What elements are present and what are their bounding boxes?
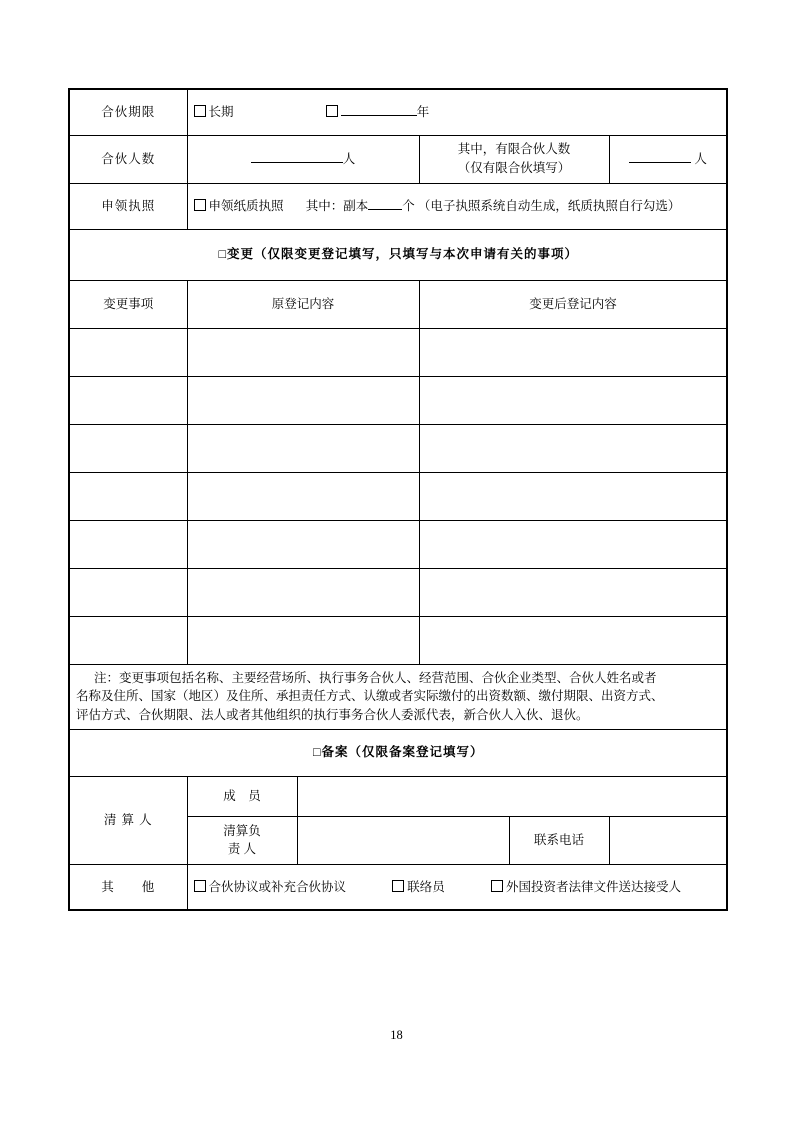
- change-header-after: 变更后登记内容: [419, 280, 727, 328]
- change-section-title: □变更（仅限变更登记填写，只填写与本次申请有关的事项）: [69, 229, 727, 280]
- license-application-label: 申领执照: [69, 183, 187, 229]
- change-section-note: [69, 664, 727, 729]
- change-note-line-2: 名称及住所、国家（地区）及住所、承担责任方式、认缴或者实际缴付的出资数额、缴付期限、出资方式、: [76, 689, 664, 704]
- other-label: 其 他: [69, 864, 187, 910]
- option-long-term-label: 长期: [208, 105, 234, 120]
- term-years-input[interactable]: [341, 102, 417, 116]
- checkbox-partnership-agreement[interactable]: [194, 880, 206, 892]
- other-option-label-3: 外国投资者法律文件送达接受人: [506, 879, 682, 894]
- other-options-cell: [187, 864, 727, 910]
- contact-phone-label: 联系电话: [509, 816, 609, 864]
- page-number: 18: [390, 1028, 403, 1042]
- table-row-change-headers: [69, 280, 727, 328]
- change-entry-before-cell[interactable]: [187, 328, 419, 376]
- table-row-change-entry: [69, 376, 727, 424]
- change-entry-item-cell[interactable]: [69, 424, 187, 472]
- checkbox-foreign-investor-document-recipient[interactable]: [491, 880, 503, 892]
- table-row-record-section-title: [69, 729, 727, 776]
- table-row-change-section-title: [69, 229, 727, 280]
- liquidator-label: 清 算 人: [69, 776, 187, 864]
- checkbox-liaison[interactable]: [392, 880, 404, 892]
- table-row-change-entry: [69, 520, 727, 568]
- change-entry-item-cell[interactable]: [69, 376, 187, 424]
- liquidator-responsible-label: [187, 816, 297, 864]
- record-section-title: □备案（仅限备案登记填写）: [69, 729, 727, 776]
- form-container: [68, 88, 726, 911]
- table-row-other: [69, 864, 727, 910]
- table-row-partner-count: [69, 135, 727, 183]
- change-entry-after-cell[interactable]: [419, 568, 727, 616]
- checkbox-term-years[interactable]: [326, 105, 338, 117]
- change-entry-after-cell[interactable]: [419, 472, 727, 520]
- change-note-line-3: 评估方式、合伙期限、法人或者其他组织的执行事务合伙人委派代表，新合伙人入伙、退伙。: [76, 708, 589, 722]
- limited-partner-count-header: [419, 135, 609, 183]
- change-entry-before-cell[interactable]: [187, 472, 419, 520]
- license-copy-unit: 个: [402, 199, 415, 214]
- table-row-change-note: [69, 664, 727, 729]
- table-row-change-entry: [69, 568, 727, 616]
- liquidator-responsible-label-line2: 责 人: [227, 842, 257, 857]
- table-row-change-entry: [69, 616, 727, 664]
- change-entry-item-cell[interactable]: [69, 520, 187, 568]
- license-application-value-cell: [187, 183, 727, 229]
- liquidator-responsible-value-cell[interactable]: [297, 816, 509, 864]
- change-entry-after-cell[interactable]: [419, 328, 727, 376]
- change-entry-before-cell[interactable]: [187, 616, 419, 664]
- liquidator-member-label: 成 员: [187, 776, 297, 816]
- liquidator-responsible-label-line1: 清算负: [223, 823, 261, 838]
- table-row-liquidator-member: [69, 776, 727, 816]
- limited-partner-header-line2: （仅有限合伙填写）: [457, 161, 571, 175]
- change-entry-item-cell[interactable]: [69, 616, 187, 664]
- contact-phone-value-cell[interactable]: [609, 816, 727, 864]
- checkbox-long-term[interactable]: [194, 105, 206, 117]
- limited-partner-count-unit: 人: [694, 152, 707, 167]
- change-entry-before-cell[interactable]: [187, 424, 419, 472]
- change-note-line-1: 注：变更事项包括名称、主要经营场所、执行事务合伙人、经营范围、合伙企业类型、合伙人姓名或者: [94, 670, 657, 685]
- change-entry-item-cell[interactable]: [69, 568, 187, 616]
- change-entry-before-cell[interactable]: [187, 376, 419, 424]
- limited-partner-header-line1: 其中，有限合伙人数: [457, 142, 571, 157]
- table-row-change-entry: [69, 328, 727, 376]
- partnership-term-label: 合伙期限: [69, 89, 187, 135]
- change-entry-item-cell[interactable]: [69, 328, 187, 376]
- partner-count-input[interactable]: [251, 149, 343, 163]
- change-entry-after-cell[interactable]: [419, 376, 727, 424]
- table-row-license-application: [69, 183, 727, 229]
- other-option-label-2: 联络员: [407, 879, 445, 894]
- liquidator-member-value-cell[interactable]: [297, 776, 727, 816]
- partner-count-unit: 人: [342, 152, 356, 167]
- change-header-item: 变更事项: [69, 280, 187, 328]
- limited-partner-count-input[interactable]: [629, 149, 691, 163]
- registration-form-table: [68, 88, 728, 911]
- table-row-change-entry: [69, 424, 727, 472]
- license-copy-count-input[interactable]: [368, 196, 402, 210]
- partnership-term-value-cell: [187, 89, 727, 135]
- option-paper-license-label: 申领纸质执照: [208, 199, 284, 214]
- change-entry-after-cell[interactable]: [419, 424, 727, 472]
- change-header-before: 原登记内容: [187, 280, 419, 328]
- table-row-change-entry: [69, 472, 727, 520]
- change-entry-item-cell[interactable]: [69, 472, 187, 520]
- change-entry-before-cell[interactable]: [187, 520, 419, 568]
- checkbox-paper-license[interactable]: [194, 199, 206, 211]
- limited-partner-count-value-cell[interactable]: [609, 135, 727, 183]
- change-entry-before-cell[interactable]: [187, 568, 419, 616]
- other-option-label-1: 合伙协议或补充合伙协议: [208, 879, 347, 894]
- license-copy-text: 其中：副本: [305, 199, 369, 214]
- license-note: （电子执照系统自动生成，纸质执照自行勾选）: [417, 199, 681, 214]
- change-entry-after-cell[interactable]: [419, 520, 727, 568]
- partner-count-label: 合伙人数: [69, 135, 187, 183]
- partner-count-value-cell[interactable]: [187, 135, 419, 183]
- change-entry-after-cell[interactable]: [419, 616, 727, 664]
- table-row-partnership-term: [69, 89, 727, 135]
- term-years-suffix: 年: [416, 105, 430, 120]
